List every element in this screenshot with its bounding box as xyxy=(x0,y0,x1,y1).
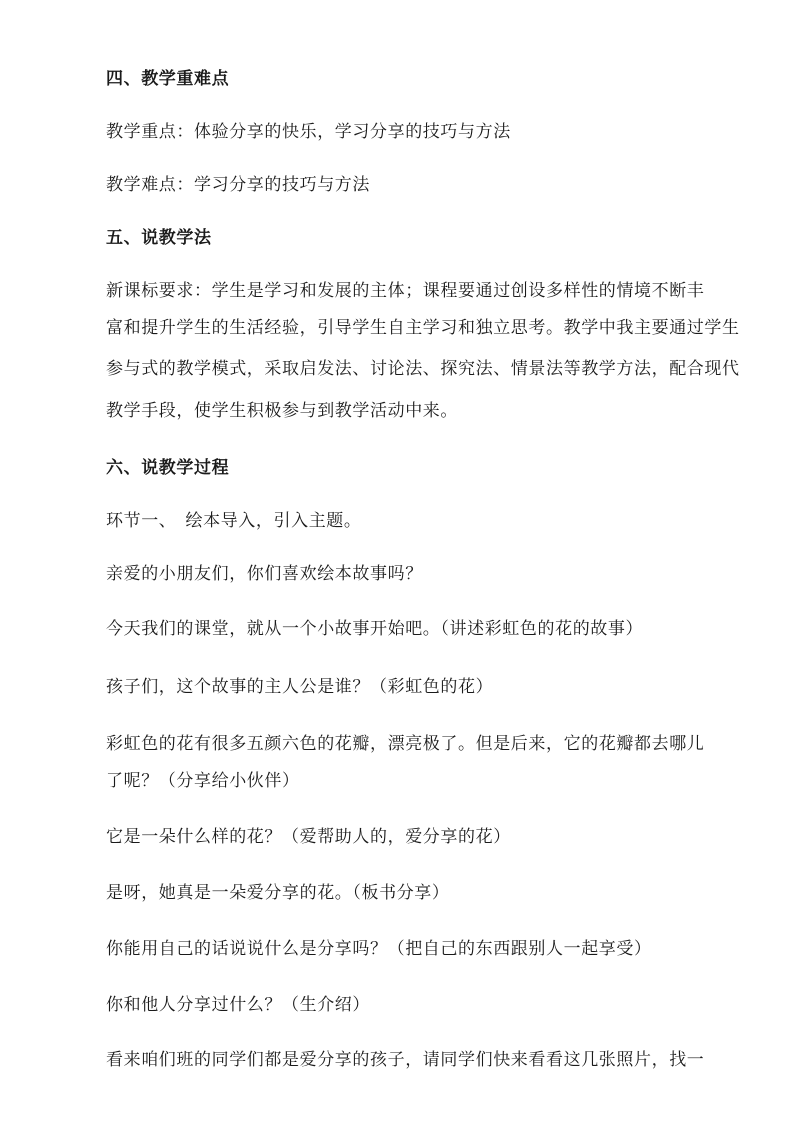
section-heading-4: 四、教学重难点 xyxy=(106,69,230,89)
paragraph-line: 了呢？（分享给小伙伴） xyxy=(106,771,300,791)
paragraph-line: 你能用自己的话说说什么是分享吗？（把自己的东西跟别人一起享受） xyxy=(106,939,652,959)
paragraph-line: 彩虹色的花有很多五颜六色的花瓣，漂亮极了。但是后来，它的花瓣都去哪儿 xyxy=(106,734,705,754)
paragraph-line: 是呀，她真是一朵爱分享的花。（板书分享） xyxy=(106,883,450,903)
paragraph-line: 富和提升学生的生活经验，引导学生自主学习和独立思考。教学中我主要通过学生 xyxy=(106,318,740,338)
paragraph-line: 新课标要求：学生是学习和发展的主体；课程要通过创设多样性的情境不断丰 xyxy=(106,281,705,301)
paragraph-line: 参与式的教学模式，采取启发法、讨论法、探究法、情景法等教学方法，配合现代 xyxy=(106,359,740,379)
paragraph-line: 孩子们，这个故事的主人公是谁？（彩虹色的花） xyxy=(106,677,494,697)
paragraph-line: 亲爱的小朋友们，你们喜欢绘本故事吗？ xyxy=(106,564,423,584)
paragraph-line: 你和他人分享过什么？（生介绍） xyxy=(106,995,370,1015)
teaching-difficulty: 教学难点：学习分享的技巧与方法 xyxy=(106,175,370,195)
paragraph-line: 它是一朵什么样的花？（爱帮助人的，爱分享的花） xyxy=(106,827,511,847)
paragraph-line: 今天我们的课堂，就从一个小故事开始吧。（讲述彩虹色的花的故事） xyxy=(106,619,644,639)
step-one-heading: 环节一、 绘本导入，引入主题。 xyxy=(106,511,362,531)
paragraph-line: 看来咱们班的同学们都是爱分享的孩子，请同学们快来看看这几张照片，找一 xyxy=(106,1050,705,1070)
paragraph-line: 教学手段，使学生积极参与到教学活动中来。 xyxy=(106,401,458,421)
teaching-focus: 教学重点：体验分享的快乐，学习分享的技巧与方法 xyxy=(106,122,511,142)
section-heading-5: 五、说教学法 xyxy=(106,228,212,248)
section-heading-6: 六、说教学过程 xyxy=(106,458,230,478)
